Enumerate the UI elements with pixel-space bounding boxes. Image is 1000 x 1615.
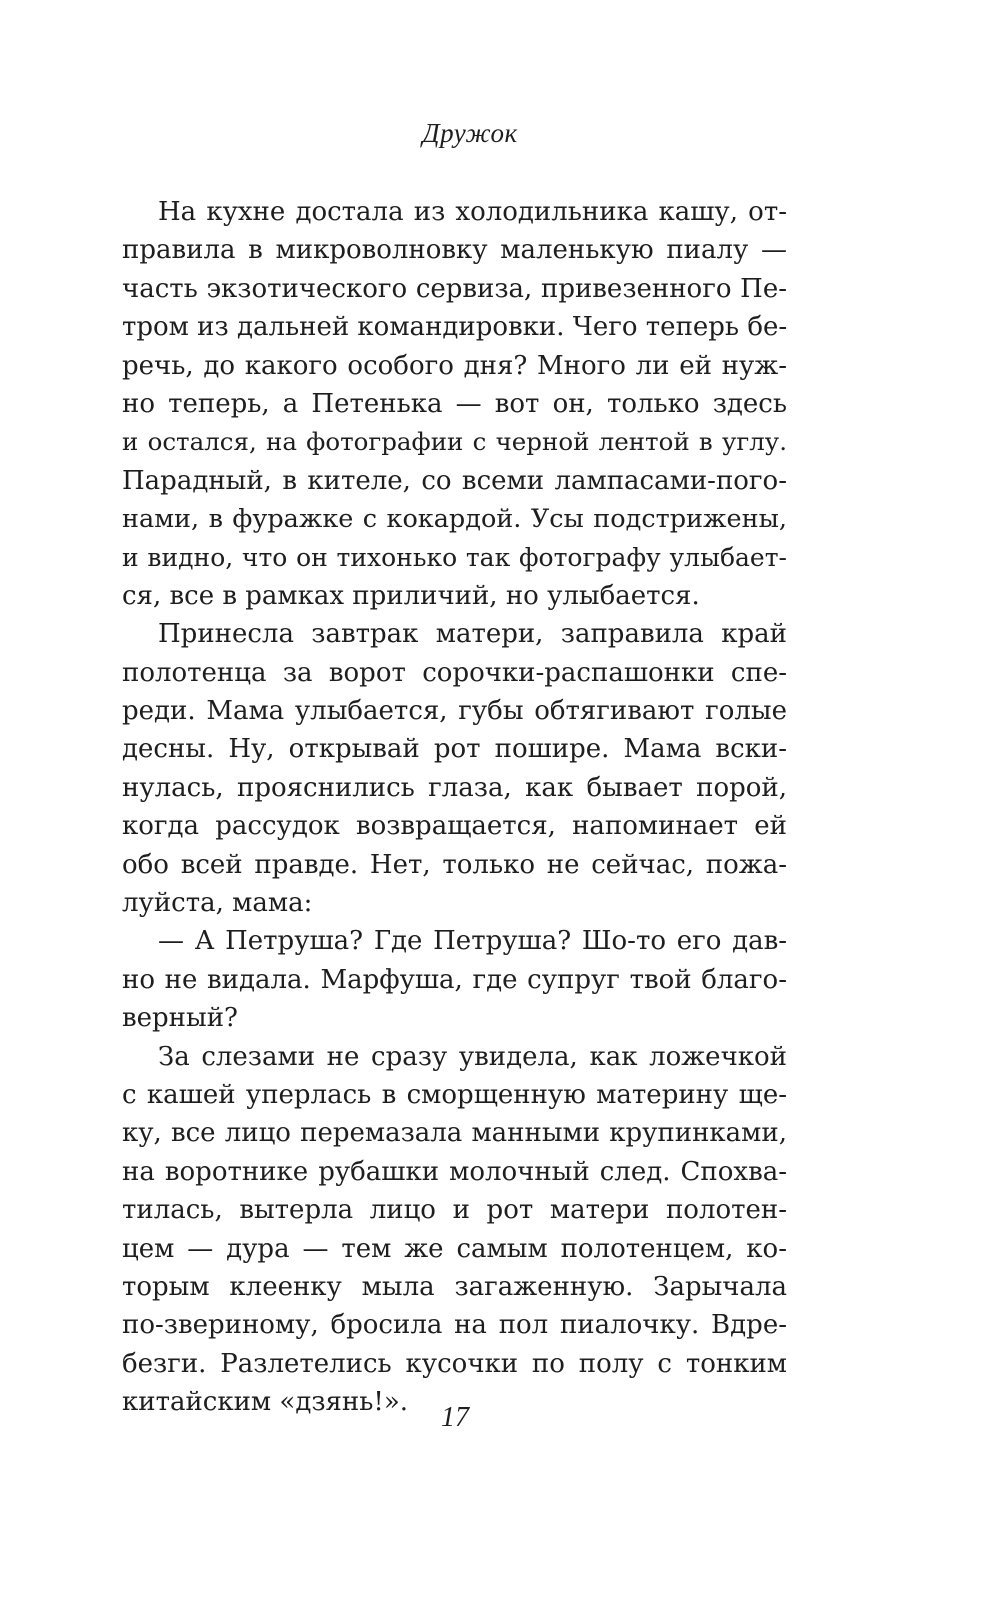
text-line: Принесла завтрак матери, заправила край [158,619,787,650]
text-line: речь, до какого особого дня? Много ли ей нуж- [122,350,787,381]
running-head: Дружок [422,118,518,148]
text-line: на воротнике рубашки молочный след. Спохва- [122,1156,787,1187]
text-line: но теперь, а Петенька — вот он, только здесь [122,388,787,419]
text-line: цем — дура — тем же самым полотенцем, ко- [122,1233,787,1264]
text-line: нами, в фуражке с кокардой. Усы подстрижены, [122,504,787,535]
text-line: обо всей правде. Нет, только не сейчас, пожа- [122,849,787,880]
text-line: и остался, на фотографии с черной лентой в углу. [122,427,787,457]
text-line: ку, все лицо перемазала манными крупинками, [122,1118,787,1149]
text-line: ся, все в рамках приличий, но улыбается. [122,580,700,611]
text-line: На кухне достала из холодильника кашу, от- [158,197,787,227]
text-line: реди. Мама улыбается, губы обтягивают голые [122,696,787,727]
text-line: по-звериному, бросила на пол пиалочку. Вдре- [122,1310,787,1341]
text-line: часть экзотического сервиза, привезенного Пе- [122,273,787,304]
text-line: и видно, что он тихонько так фотографу улыбает- [122,542,787,572]
text-line: китайским «дзянь!». [122,1387,409,1418]
text-line: безги. Разлетелись кусочки по полу с тонким [122,1348,787,1379]
text-line: нулась, прояснились глаза, как бывает порой, [122,772,787,803]
text-line: десны. Ну, открывай рот пошире. Мама вски- [122,734,787,765]
text-line: полотенца за ворот сорочки-распашонки спе- [122,657,787,688]
text-line: — А Петруша? Где Петруша? Шо-то его дав- [158,926,787,957]
text-line: За слезами не сразу увидела, как ложечкой [158,1041,787,1072]
text-line: но не видала. Марфуша, где супруг твой благо- [122,964,787,995]
text-line: тром из дальней командировки. Чего теперь бе- [122,312,788,343]
text-line: луйста, мама: [122,888,313,919]
text-line: тилась, вытерла лицо и рот матери полотен- [122,1195,787,1226]
text-line: Парадный, в кителе, со всеми лампасами-пого- [122,465,787,496]
text-line: верный? [122,1003,238,1034]
text-line: правила в микроволновку маленькую пиалу — [122,235,787,266]
text-line: торым клеенку мыла загаженную. Зарычала [122,1271,787,1302]
text-line: когда рассудок возвращается, напоминает ей [122,811,787,842]
body-text [122,193,787,1422]
page-number: 17 [441,1402,469,1433]
text-line: с кашей уперлась в сморщенную материну ще- [122,1079,787,1110]
